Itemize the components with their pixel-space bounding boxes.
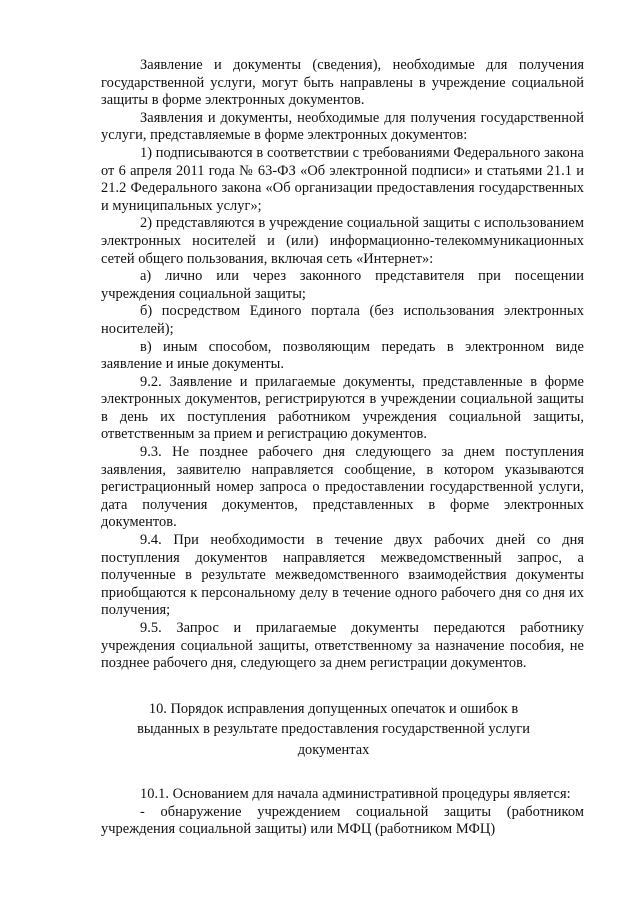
paragraph-electronic-docs: Заявления и документы, необходимые для получения государственной услуги, представляемые в форме электронных документов: (101, 109, 584, 144)
section-heading-line-3: документах (297, 741, 370, 758)
paragraph-item-a: а) лично или через законного представителя при посещении учреждения социальной защиты; (101, 268, 584, 302)
spacer (101, 760, 584, 786)
spacer (101, 673, 584, 699)
paragraph-9-2: 9.2. Заявление и прилагаемые документы, представленные в форме электронных документов, регистрируются в учреждении социальной защиты в день их поступления работником учреждения социальной защиты, ответственным за прием и регистрацию документов. (101, 373, 584, 443)
paragraph-10-1-item: - обнаружение учреждением социальной защиты (работником учреждения социальной защиты) или МФЦ (работником МФЦ) (101, 803, 584, 838)
paragraph-item-2: 2) представляются в учреждение социальной защиты с использованием электронных носителей и (или) информационно-телекоммуникационных сетей общего пользования, включая сеть «Интернет»: (101, 215, 584, 267)
paragraph-item-b: б) посредством Единого портала (без использования электронных носителей); (101, 303, 584, 337)
paragraph-item-v: в) иным способом, позволяющим передать в электронном виде заявление и иные документы. (101, 338, 584, 373)
section-heading-line-2: выданных в результате предоставления государственной услуги (137, 721, 530, 738)
paragraph-10-1: 10.1. Основанием для начала административной процедуры является: (140, 786, 571, 803)
section-heading-line-1: 10. Порядок исправления допущенных опечаток и ошибок в (148, 700, 519, 717)
section-heading (101, 699, 584, 761)
paragraph-9-3: 9.3. Не позднее рабочего дня следующего за днем поступления заявления, заявителю направляется сообщение, в котором указываются регистрационный номер запроса о предоставлении государственной услуги, дата получения документов, представленных в форме электронных документов. (101, 444, 584, 531)
paragraph-9-4: 9.4. При необходимости в течение двух рабочих дней со дня поступления документов направляется межведомственный запрос, а полученные в результате межведомственного взаимодействия документы приобщаются к персональному делу в течение одного рабочего дня со дня их получения; (101, 532, 584, 619)
paragraph-9-5: 9.5. Запрос и прилагаемые документы передаются работнику учреждения социальной защиты, ответственному за назначение пособия, не позднее рабочего дня, следующего за днем регистрации документов. (101, 620, 584, 672)
paragraph-item-1: 1) подписываются в соответствии с требованиями Федерального закона от 6 апреля 2011 года № 63-ФЗ «Об электронной подписи» и статьями 21.1 и 21.2 Федерального закона «Об организации предоставления государственных и муниципальных услуг»; (101, 144, 584, 214)
paragraph-intro: Заявление и документы (сведения), необходимые для получения государственной услуги, могут быть направлены в учреждение социальной защиты в форме электронных документов. (101, 57, 584, 109)
